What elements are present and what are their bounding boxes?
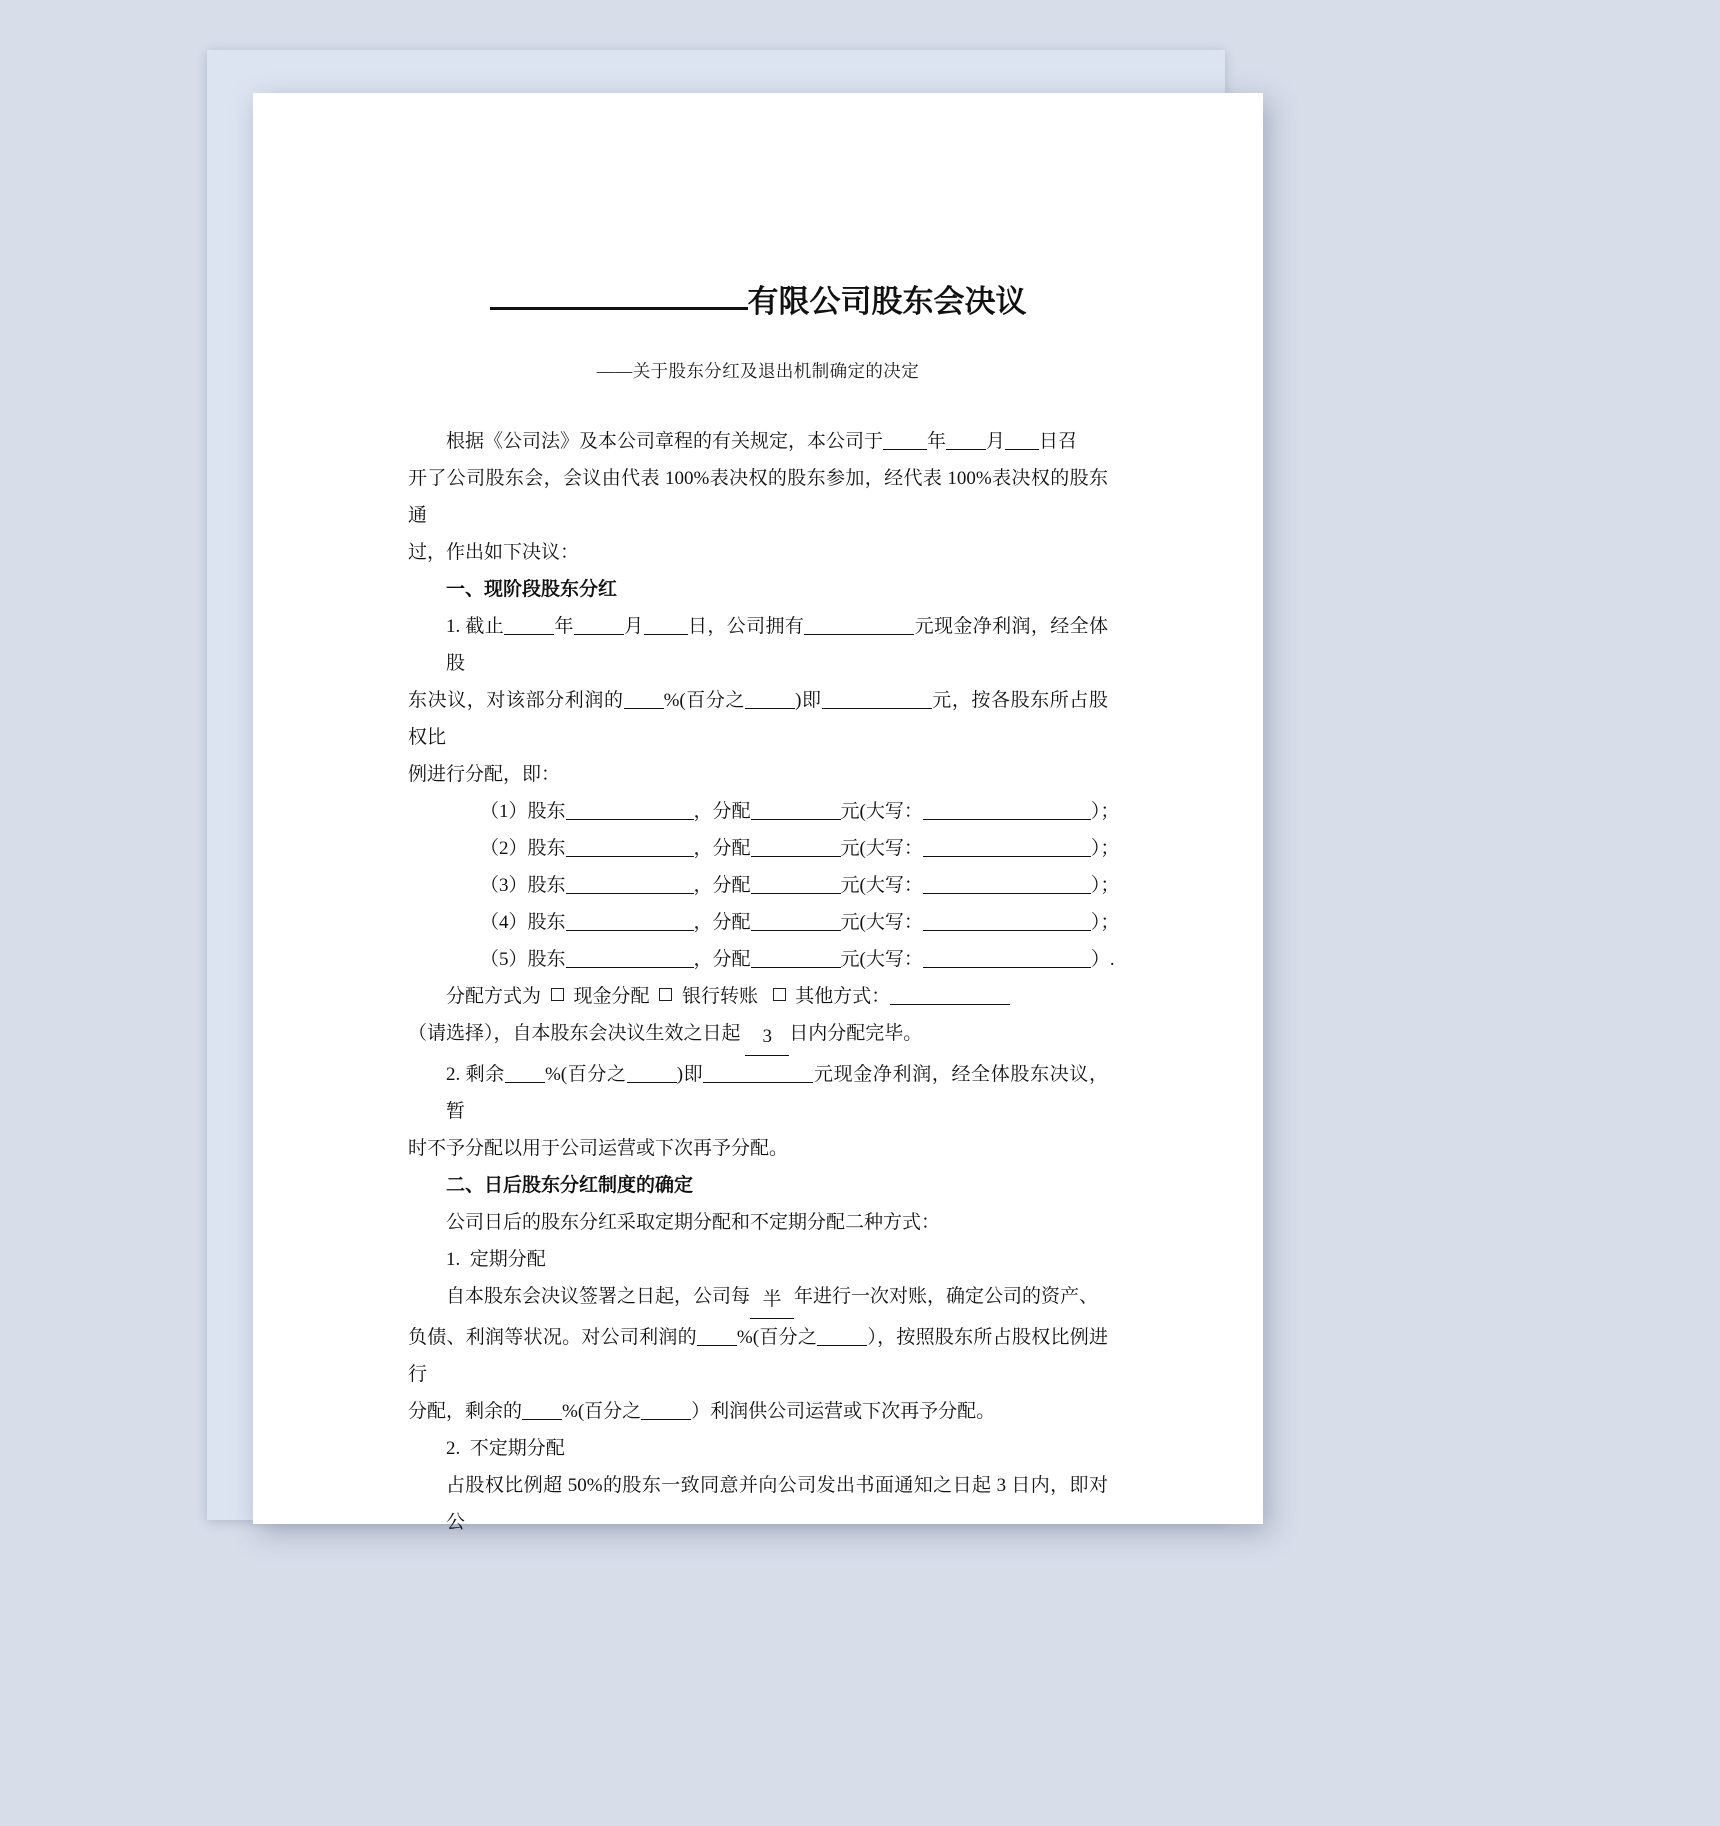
periodic-remaining-percent-cn-blank[interactable] — [641, 1399, 691, 1420]
payment-option-cash: 现金分配 — [573, 985, 650, 1007]
intro-day-label: 日召 — [1039, 430, 1078, 452]
section1-item1-g: %(百分之 — [663, 689, 746, 711]
shareholder-1-tail: ）； — [1090, 800, 1120, 822]
shareholder-4-index: （4） — [480, 911, 528, 933]
shareholder-4-name-blank[interactable] — [566, 910, 694, 931]
section2-item1-line3 — [408, 1393, 1108, 1430]
section2-item1-c: 负债、利润等状况。对公司利润的 — [408, 1326, 697, 1348]
section1-item2 — [408, 1056, 1108, 1130]
section1-item1-a: 截止 — [465, 615, 505, 637]
shareholder-4-alloc-label: ，分配 — [693, 911, 751, 933]
company-name-blank[interactable] — [490, 283, 748, 310]
intro-line2: 开了公司股东会，会议由代表 100%表决权的股东参加，经代表 100%表决权的股东通 — [408, 467, 1108, 526]
shareholder-2-alloc-label: ，分配 — [693, 837, 751, 859]
profit-cutoff-day-blank[interactable] — [644, 614, 688, 635]
intro-line1-text: 根据《公司法》及本公司章程的有关规定，本公司于 — [446, 430, 884, 452]
shareholder-1-index: （1） — [480, 800, 528, 822]
accounting-period-value[interactable]: 半 — [750, 1281, 794, 1319]
shareholder-1-label: 股东 — [527, 800, 566, 822]
section2-item1-title-text: 定期分配 — [469, 1248, 546, 1270]
section2-item2-title-text: 不定期分配 — [469, 1437, 565, 1459]
intro-line3: 过，作出如下决议： — [408, 541, 580, 563]
shareholder-4-label: 股东 — [527, 911, 566, 933]
intro-year-label: 年 — [927, 430, 947, 452]
other-method-blank[interactable] — [890, 984, 1010, 1005]
payment-method-lead: 分配方式为 — [446, 985, 542, 1007]
shareholder-4-tail: ）； — [1090, 911, 1120, 933]
net-profit-amount-blank[interactable] — [804, 614, 914, 635]
shareholder-3-unit: 元(大写： — [840, 874, 923, 896]
shareholder-3-name-blank[interactable] — [566, 873, 694, 894]
section1-item1-e: 元现金净利润，经全体股 — [446, 615, 1108, 674]
section1-item1-f: 东决议，对该部分利润的 — [408, 689, 624, 711]
section2-item1-title — [408, 1241, 1108, 1278]
checkbox-other-method[interactable] — [773, 988, 786, 1001]
shareholder-4-amount-cn-blank[interactable] — [923, 910, 1091, 931]
shareholder-row-5 — [408, 941, 1115, 978]
document-title-text: 有限公司股东会决议 — [747, 284, 1027, 320]
intro-paragraph — [408, 423, 1108, 460]
section2-item1-line2 — [408, 1319, 1108, 1393]
document-title — [408, 283, 1108, 322]
payment-method-line — [408, 978, 1108, 1015]
section1-item2-c: )即 — [676, 1063, 704, 1085]
shareholder-5-amount-cn-blank[interactable] — [923, 947, 1091, 968]
shareholder-5-amount-blank[interactable] — [751, 947, 841, 968]
shareholder-row-1 — [408, 793, 1120, 830]
shareholder-5-tail: ）. — [1090, 948, 1115, 970]
section1-item1-i: 元，按各股东所占股权比 — [408, 689, 1109, 748]
section2-item2-title — [408, 1430, 1108, 1467]
section1-item1-line3: 例进行分配，即： — [408, 763, 561, 785]
intro-month-label: 月 — [986, 430, 1006, 452]
section1-item2-b: %(百分之 — [544, 1063, 627, 1085]
document-content — [408, 283, 1120, 1541]
section2-item2-number: 2. — [446, 1437, 461, 1459]
section2-item1-line1 — [408, 1278, 1108, 1319]
shareholder-5-unit: 元(大写： — [840, 948, 923, 970]
shareholder-row-4 — [408, 904, 1120, 941]
payment-note-a: （请选择），自本股东会决议生效之日起 — [408, 1022, 741, 1044]
shareholder-row-2 — [408, 830, 1120, 867]
section1-item1-h: )即 — [795, 689, 822, 711]
section1-item1-b: 年 — [554, 615, 574, 637]
section2-item1-b: 年进行一次对账，确定公司的资产、 — [794, 1285, 1099, 1307]
distribution-amount-blank[interactable] — [822, 688, 932, 709]
section1-item1-c: 月 — [623, 615, 644, 637]
section1-item2-line2: 时不予分配以用于公司运营或下次再予分配。 — [408, 1137, 789, 1159]
section1-item2-number: 2. — [446, 1063, 461, 1085]
payment-note-b: 日内分配完毕。 — [789, 1022, 923, 1044]
shareholder-1-amount-blank[interactable] — [751, 799, 841, 820]
shareholder-1-name-blank[interactable] — [566, 799, 694, 820]
section2-intro: 公司日后的股东分红采取定期分配和不定期分配二种方式： — [446, 1211, 941, 1233]
shareholder-3-amount-blank[interactable] — [751, 873, 841, 894]
shareholder-1-alloc-label: ，分配 — [693, 800, 751, 822]
shareholder-2-index: （2） — [480, 837, 528, 859]
shareholder-row-3 — [408, 867, 1120, 904]
section2-item1-number: 1. — [446, 1248, 461, 1270]
meeting-day-blank[interactable] — [1005, 429, 1039, 450]
section2-heading: 二、日后股东分红制度的确定 — [446, 1174, 694, 1196]
shareholder-2-amount-blank[interactable] — [751, 836, 841, 857]
shareholder-4-amount-blank[interactable] — [751, 910, 841, 931]
section2-item1-d: %(百分之 — [736, 1326, 818, 1348]
shareholder-4-unit: 元(大写： — [840, 911, 923, 933]
shareholder-2-tail: ）； — [1090, 837, 1120, 859]
document-page — [253, 93, 1263, 1533]
shareholder-5-index: （5） — [480, 948, 528, 970]
distribution-percent-blank[interactable] — [624, 688, 664, 709]
shareholder-2-amount-cn-blank[interactable] — [923, 836, 1091, 857]
periodic-remaining-percent-blank[interactable] — [522, 1399, 562, 1420]
profit-cutoff-year-blank[interactable] — [504, 614, 554, 635]
shareholder-3-label: 股东 — [527, 874, 566, 896]
distribution-days-value[interactable]: 3 — [745, 1018, 789, 1056]
shareholder-5-name-blank[interactable] — [566, 947, 694, 968]
shareholder-1-amount-cn-blank[interactable] — [923, 799, 1091, 820]
shareholder-2-name-blank[interactable] — [566, 836, 694, 857]
document-subtitle: ——关于股东分红及退出机制确定的决定 — [596, 360, 920, 381]
section2-item1-f: 分配，剩余的 — [408, 1400, 523, 1422]
section1-item1-line2 — [408, 682, 1108, 756]
section2-item1-h: ）利润供公司运营或下次再予分配。 — [691, 1400, 996, 1422]
section1-heading: 一、现阶段股东分红 — [446, 578, 618, 600]
meeting-month-blank[interactable] — [946, 429, 986, 450]
remaining-amount-blank[interactable] — [703, 1062, 813, 1083]
section1-item1 — [408, 608, 1108, 682]
remaining-percent-blank[interactable] — [505, 1062, 545, 1083]
section1-item2-d: 元现金净利润，经全体股东决议，暂 — [446, 1063, 1109, 1122]
checkbox-cash-distribution[interactable] — [551, 988, 564, 1001]
shareholder-5-label: 股东 — [527, 948, 566, 970]
section1-item2-a: 剩余 — [465, 1063, 505, 1085]
checkbox-bank-transfer[interactable] — [659, 988, 672, 1001]
periodic-distribution-percent-blank[interactable] — [697, 1325, 737, 1346]
shareholder-2-label: 股东 — [527, 837, 566, 859]
section1-item1-number: 1. — [446, 615, 461, 637]
section2-item1-g: %(百分之 — [562, 1400, 642, 1422]
meeting-year-blank[interactable] — [883, 429, 927, 450]
shareholder-3-index: （3） — [480, 874, 528, 896]
shareholder-3-alloc-label: ，分配 — [693, 874, 751, 896]
shareholder-3-tail: ）； — [1090, 874, 1120, 896]
payment-method-note — [408, 1015, 1108, 1056]
section2-item1-e: ），按照股东所占股权比例进行 — [408, 1326, 1108, 1385]
shareholder-5-alloc-label: ，分配 — [693, 948, 751, 970]
shareholder-3-amount-cn-blank[interactable] — [923, 873, 1091, 894]
payment-option-other: 其他方式： — [795, 985, 891, 1007]
shareholder-2-unit: 元(大写： — [840, 837, 923, 859]
profit-cutoff-month-blank[interactable] — [574, 614, 624, 635]
section2-item1-a: 自本股东会决议签署之日起，公司每 — [446, 1285, 751, 1307]
document-body — [408, 423, 1120, 1541]
shareholder-1-unit: 元(大写： — [840, 800, 923, 822]
section1-item1-d: 日，公司拥有 — [687, 615, 805, 637]
periodic-distribution-percent-cn-blank[interactable] — [817, 1325, 867, 1346]
remaining-percent-cn-blank[interactable] — [627, 1062, 677, 1083]
payment-option-bank: 银行转账 — [682, 985, 759, 1007]
section2-item2-line1: 占股权比例超 50%的股东一致同意并向公司发出书面通知之日起 3 日内，即对公 — [446, 1474, 1108, 1533]
distribution-percent-cn-blank[interactable] — [745, 688, 795, 709]
